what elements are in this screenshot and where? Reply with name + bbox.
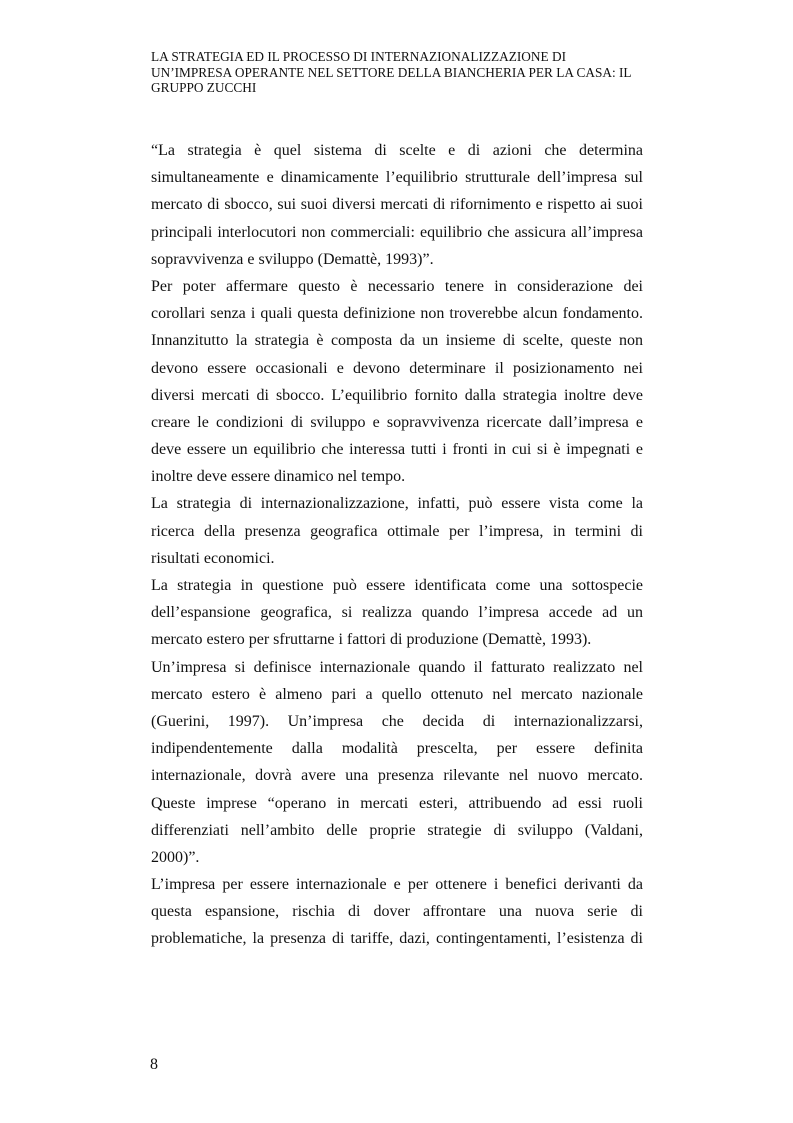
header-line: GRUPPO ZUCCHI bbox=[151, 80, 257, 95]
text-line: sopravvivenza e sviluppo (Demattè, 1993)”. bbox=[151, 250, 434, 268]
text-line: risultati economici. bbox=[151, 549, 275, 567]
text-line: (Guerini, 1997). Un’impresa che decida di internazionalizzarsi, bbox=[151, 712, 643, 730]
text-line: mercato estero per sfruttarne i fattori di produzione (Demattè, 1993). bbox=[151, 631, 592, 649]
body-text bbox=[151, 137, 643, 953]
text-line: Un’impresa si definisce internazionale quando il fatturato realizzato nel bbox=[151, 658, 643, 676]
text-line: simultaneamente e dinamicamente l’equilibrio strutturale dell’impresa sul bbox=[151, 169, 643, 187]
text-line: L’impresa per essere internazionale e per ottenere i benefici derivanti da bbox=[151, 876, 643, 894]
header-line: UN’IMPRESA OPERANTE NEL SETTORE DELLA BIANCHERIA PER LA CASA: IL bbox=[151, 64, 632, 80]
text-line: problematiche, la presenza di tariffe, dazi, contingentamenti, l’esistenza di bbox=[151, 930, 643, 948]
text-line: questa espansione, rischia di dover affrontare una nuova serie di bbox=[151, 903, 643, 921]
text-line: Per poter affermare questo è necessario tenere in considerazione dei bbox=[151, 277, 643, 295]
text-line: mercato di sbocco, sui suoi diversi mercati di rifornimento e rispetto ai suoi bbox=[151, 196, 643, 214]
text-line: “La strategia è quel sistema di scelte e di azioni che determina bbox=[151, 142, 643, 159]
text-line: internazionale, dovrà avere una presenza rilevante nel nuovo mercato. bbox=[151, 767, 643, 785]
text-line: Queste imprese “operano in mercati esteri, attribuendo ad essi ruoli bbox=[151, 794, 643, 812]
text-line: creare le condizioni di sviluppo e sopravvivenza ricercate dall’impresa e bbox=[151, 413, 643, 431]
text-line: 2000)”. bbox=[151, 848, 200, 866]
running-header bbox=[151, 49, 651, 96]
text-line: devono essere occasionali e devono determinare il posizionamento nei bbox=[151, 359, 643, 377]
text-line: La strategia di internazionalizzazione, infatti, può essere vista come la bbox=[151, 495, 643, 513]
text-line: ricerca della presenza geografica ottimale per l’impresa, in termini di bbox=[151, 522, 643, 540]
text-line: differenziati nell’ambito delle proprie strategie di sviluppo (Valdani, bbox=[151, 821, 643, 839]
text-line: diversi mercati di sbocco. L’equilibrio fornito dalla strategia inoltre deve bbox=[151, 386, 643, 404]
text-line: indipendentemente dalla modalità prescelta, per essere definita bbox=[151, 740, 643, 758]
text-line: corollari senza i quali questa definizione non troverebbe alcun fondamento. bbox=[151, 305, 643, 323]
header-line: LA STRATEGIA ED IL PROCESSO DI INTERNAZIONALIZZAZIONE DI bbox=[151, 49, 566, 64]
text-line: Innanzitutto la strategia è composta da un insieme di scelte, queste non bbox=[151, 332, 643, 350]
text-line: principali interlocutori non commerciali: equilibrio che assicura all’impresa bbox=[151, 223, 643, 241]
text-line: La strategia in questione può essere identificata come una sottospecie bbox=[151, 577, 643, 594]
text-line: dell’espansione geografica, si realizza quando l’impresa accede ad un bbox=[151, 604, 643, 622]
page-number: 8 bbox=[150, 1056, 158, 1073]
text-line: mercato estero è almeno pari a quello ottenuto nel mercato nazionale bbox=[151, 685, 643, 703]
text-line: deve essere un equilibrio che interessa tutti i fronti in cui si è impegnati e bbox=[151, 441, 643, 459]
text-line: inoltre deve essere dinamico nel tempo. bbox=[151, 468, 406, 486]
